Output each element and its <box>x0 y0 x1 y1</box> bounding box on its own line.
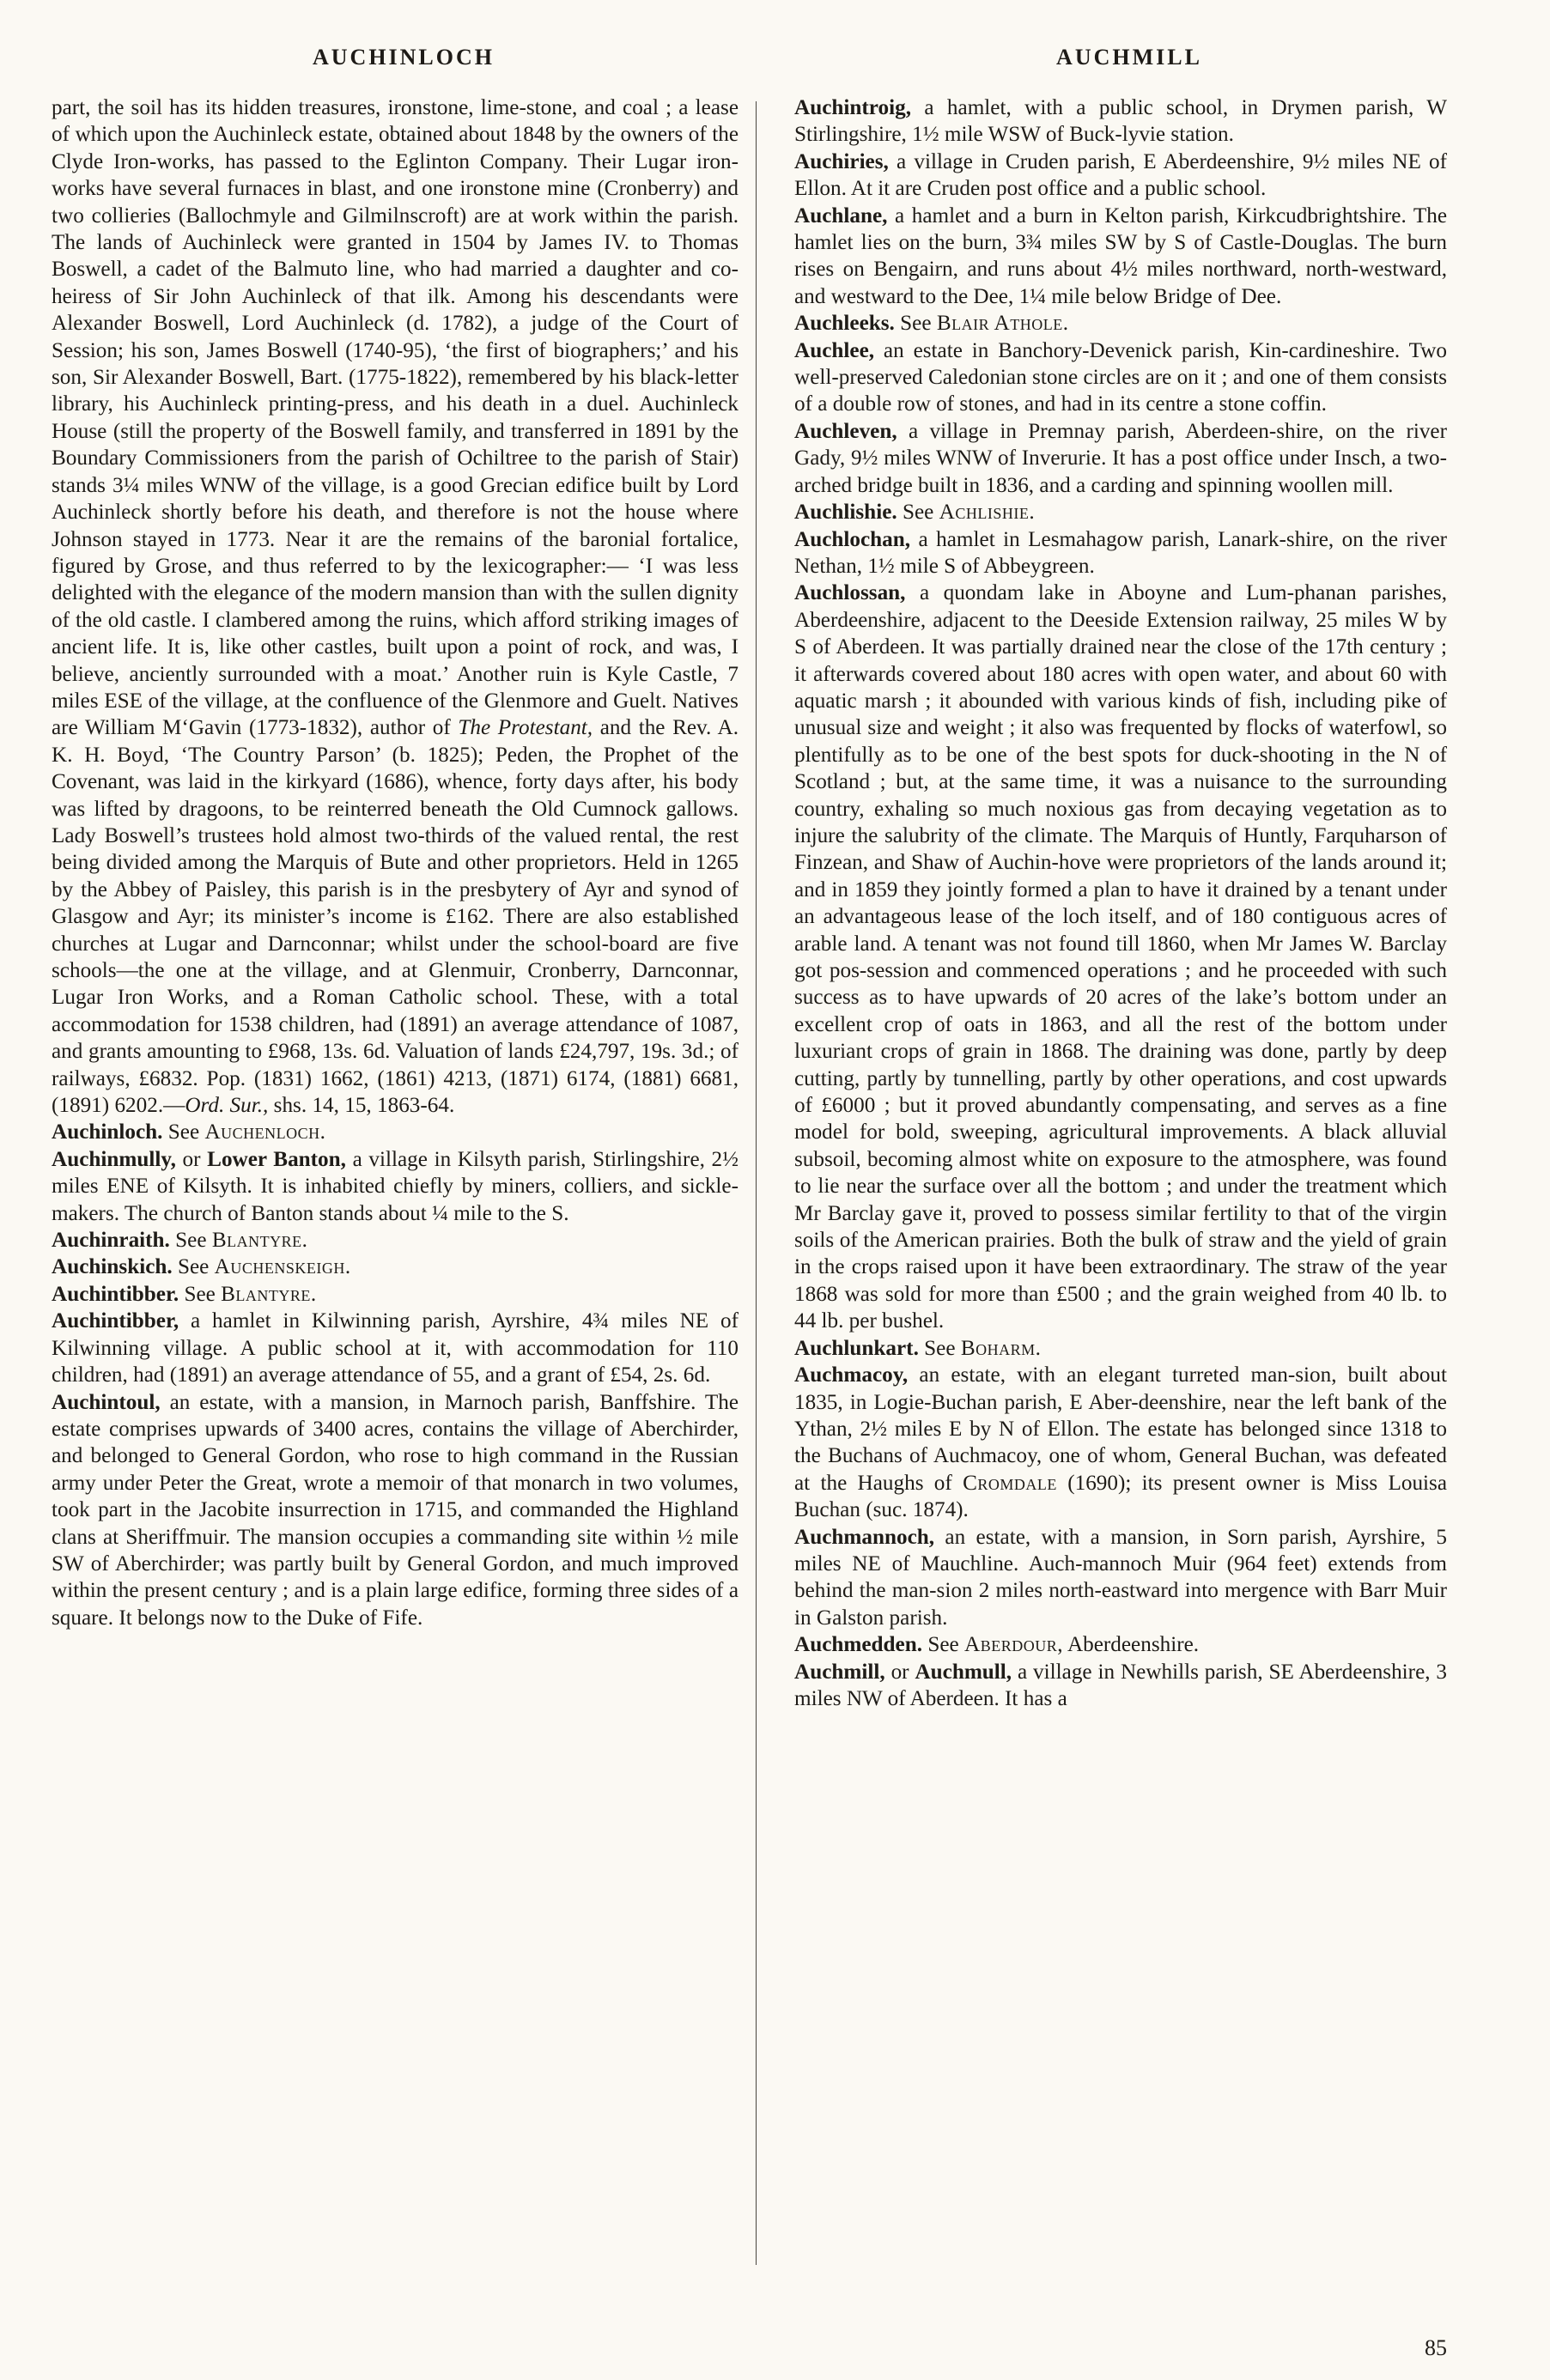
entry-auchlossan: Auchlossan, a quondam lake in Aboyne and Lum-phanan parishes, Aberdeenshire, adjacent to the Deeside Extension railway, 25 miles W by S of Aberdeen. It was partially drained near the close of the 17th century ; it afterwards covered about 180 acres with open water, and about 60 with aquatic marsh ; it abounded with various kinds of fish, including pike of unusual size and weight ; it also was frequented by flocks of waterfowl, so plentifully as to be one of the best spots for duck-shooting in the N of Scotland ; but, at the same time, it was a nuisance to the surrounding country, exhaling so much noxious gas from decaying vegetation as to injure the salubrity of the climate. The Marquis of Huntly, Farquharson of Finzean, and Shaw of Auchin-hove were proprietors of the lands around it; and in 1859 they jointly formed a plan to have it drained by a tenant under an advantageous lease of the loch itself, and of 180 contiguous acres of arable land. A tenant was not found till 1860, when Mr James W. Barclay got pos-session and commenced operations ; and he proceeded with such success as to have upwards of 20 acres of the lake’s bottom under an excellent crop of oats in 1863, and all the rest of the bottom under luxuriant crops of grain in 1868. The draining was done, partly by deep cutting, partly by tunnelling, partly by other operations, and cost upwards of £6000 ; but it proved abundantly compensating, and serves as a fine model for bold, sweeping, agricultural improvements. A black alluvial subsoil, becoming almost white on exposure to the atmosphere, was found to lie near the surface over all the bottom ; and under the treatment which Mr Barclay gave it, proved to possess similar fertility to that of the virgin soils of the American prairies. Both the bulk of straw and the yield of grain in the crops raised upon it have been extraordinary. The straw of the year 1868 was sold for more than £500 ; and the grain weighed from 40 lb. to 44 lb. per bushel. <box>794 581 1447 1333</box>
column-divider <box>756 101 757 2265</box>
headword-alt: Lower Banton, <box>207 1147 346 1171</box>
entry-auchmedden: Auchmedden. See Aberdour, Aberdeenshire. <box>794 1633 1200 1657</box>
headword: Auchinskich. <box>52 1255 173 1279</box>
headword: Auchlossan, <box>794 581 906 605</box>
running-head-right: AUCHMILL <box>1056 45 1202 70</box>
entry-auchintoul: Auchintoul, an estate, with a mansion, in Marnoch parish, Banffshire. The estate comprises upwards of 3400 acres, contains the village of Aberchirder, and belonged to General Gordon, who rose to high command in the Russian army under Peter the Great, wrote a memoir of that monarch in two volumes, took part in the Jacobite insurrection in 1715, and commanded the Highland clans at Sheriffmuir. The mansion occupies a commanding site within ½ mile SW of Aberchirder; was partly built by General Gordon, and much improved within the present century ; and is a plain large edifice, forming three sides of a square. It belongs now to the Duke of Fife. <box>52 1390 739 1630</box>
entry-auchiries: Auchiries, a village in Cruden parish, E Aberdeenshire, 9½ miles NE of Ellon. At it are Cruden post office and a public school. <box>794 149 1448 201</box>
paragraph-auchinleck-continued: part, the soil has its hidden treasures, ironstone, lime-stone, and coal ; a lease of which upon the Auchinleck estate, obtained about 1848 by the owners of the Clyde Iron-works, has passed to the Eglinton Company. Their Lugar iron-works have several furnaces in blast, and one ironstone mine (Cronberry) and two collieries (Ballochmyle and Gilmilnscroft) are at work within the parish. The lands of Auchinleck were granted in 1504 by James IV. to Thomas Boswell, a cadet of the Balmuto line, who had married a daughter and co-heiress of Sir John Auchinleck of that ilk. Among his descendants were Alexander Boswell, Lord Auchinleck (d. 1782), a judge of the Court of Session; his son, James Boswell (1740-95), ‘the first of biographers;’ and his son, Sir Alexander Boswell, Bart. (1775-1822), remembered by his black-letter library, his Auchinleck printing-press, and his death in a duel. Auchinleck House (still the property of the Boswell family, and transferred in 1891 by the Boundary Commissioners from the parish of Ochiltree to the parish of Stair) stands 3¼ miles WNW of the village, is a good Grecian edifice built by Lord Auchinleck shortly before his death, and therefore is not the house where Johnson stayed in 1773. Near it are the remains of the baronial fortalice, figured by Grose, and thus referred to by the lexicographer:— ‘I was less delighted with the elegance of the modern mansion than with the sullen dignity of the old castle. I clambered among the ruins, which afford striking images of ancient life. It is, like other castles, built upon a point of rock, and was, I believe, anciently surrounded with a moat.’ Another ruin is Kyle Castle, 7 miles ESE of the village, at the confluence of the Glenmore and Guelt. Natives are William M‘Gavin (1773-1832), author of The Protestant, and the Rev. A. K. H. Boyd, ‘The Country Parson’ (b. 1825); Peden, the Prophet of the Covenant, was laid in the kirkyard (1686), whence, forty days after, his body was lifted by dragoons, to be reinterred beneath the Old Cumnock gallows. Lady Boswell’s trustees hold almost two-thirds of the valued rental, the rest being divided among the Marquis of Bute and other proprietors. Held in 1265 by the Abbey of Paisley, this parish is in the presbytery of Ayr and synod of Glasgow and Ayr; its minister’s income is £162. There are also established churches at Lugar and Darnconnar; whilst under the school-board are five schools—the one at the village, and at Glenmuir, Cronberry, Darnconnar, Lugar Iron Works, and a Roman Catholic school. These, with a total accommodation for 1538 children, had (1891) an average attendance of 1087, and grants amounting to £968, 13s. 6d. Valuation of lands £24,797, 19s. 3d.; of railways, £6832. Pop. (1831) 1662, (1861) 4213, (1871) 6174, (1881) 6681, (1891) 6202.—Ord. Sur., shs. 14, 15, 1863-64. <box>52 96 739 1118</box>
headword: Auchintibber, <box>52 1309 179 1333</box>
entry-auchlane: Auchlane, a hamlet and a burn in Kelton parish, Kirkcudbrightshire. The hamlet lies on the burn, 3¾ miles SW by S of Castle-Douglas. The burn rises on Bengairn, and runs about 4½ miles northward, north-westward, and westward to the Dee, 1¼ mile below Bridge of Dee. <box>794 203 1448 308</box>
left-column <box>52 94 739 1631</box>
headword: Auchinraith. <box>52 1229 170 1253</box>
headword: Auchleeks. <box>794 312 895 336</box>
entry-auchintroig: Auchintroig, a hamlet, with a public school, in Drymen parish, W Stirlingshire, 1½ mile WSW of Buck-lyvie station. <box>794 96 1447 147</box>
entry-auchinmully: Auchinmully, or Lower Banton, a village in Kilsyth parish, Stirlingshire, 2½ miles ENE of Kilsyth. It is inhabited chiefly by miners, colliers, and sickle-makers. The church of Banton stands about ¼ mile to the S. <box>52 1147 739 1225</box>
headword: Auchlochan, <box>794 527 911 551</box>
entry-auchmacoy: Auchmacoy, an estate, with an elegant turreted man-sion, built about 1835, in Logie-Buchan parish, E Aber-deenshire, near the left bank of the Ythan, 2½ miles E by N of Ellon. The estate has belonged since 1318 to the Buchans of Auchmacoy, one of whom, General Buchan, was defeated at the Haughs of Cromdale (1690); its present owner is Miss Louisa Buchan (suc. 1874). <box>794 1363 1448 1522</box>
entry-auchinloch: Auchinloch. See Auchenloch. <box>52 1120 326 1144</box>
entry-auchlee: Auchlee, an estate in Banchory-Devenick parish, Kin-cardineshire. Two well-preserved Caledonian stone circles are on it ; and one of them consists of a double row of stones, and had in its centre a stone coffin. <box>794 338 1447 416</box>
entry-auchleven: Auchleven, a village in Premnay parish, Aberdeen-shire, on the river Gady, 9½ miles WNW of Inverurie. It has a post office under Insch, a two-arched bridge built in 1836, and a carding and spinning woollen mill. <box>794 419 1448 497</box>
entry-auchinskich: Auchinskich. See Auchenskeigh. <box>52 1255 351 1279</box>
right-column <box>794 94 1447 1712</box>
cross-reference: Achlishie. <box>939 501 1036 525</box>
cross-reference: Aberdour, <box>964 1633 1064 1657</box>
entry-auchmannoch: Auchmannoch, an estate, with a mansion, in Sorn parish, Ayrshire, 5 miles NE of Mauchline. Auch-mannoch Muir (964 feet) extends from behind the man-sion 2 miles north-eastward into mergence with Barr Muir in Galston parish. <box>794 1525 1448 1630</box>
entry-auchlochan: Auchlochan, a hamlet in Lesmahagow parish, Lanark-shire, on the river Nethan, 1½ mile S of Abbeygreen. <box>794 527 1448 578</box>
headword: Auchmedden. <box>794 1633 923 1657</box>
running-head-left: AUCHINLOCH <box>312 45 495 70</box>
entry-auchintibber-ref: Auchintibber. See Blantyre. <box>52 1282 317 1306</box>
headword: Auchintroig, <box>794 96 911 119</box>
headword: Auchmannoch, <box>794 1525 935 1549</box>
cross-reference: Boharm. <box>960 1336 1042 1360</box>
headword: Auchintoul, <box>52 1390 161 1414</box>
entry-auchleeks: Auchleeks. See Blair Athole. <box>794 312 1069 336</box>
headword: Auchmacoy, <box>794 1363 909 1387</box>
headword: Auchintibber. <box>52 1282 179 1306</box>
headword: Auchinmully, <box>52 1147 176 1171</box>
headword: Auchinloch. <box>52 1120 163 1144</box>
cross-reference: Blantyre. <box>221 1282 317 1306</box>
cross-reference: Blair Athole. <box>936 312 1069 336</box>
cross-reference: Blantyre. <box>211 1229 308 1253</box>
headword-alt: Auchmull, <box>915 1660 1012 1684</box>
page-number: 85 <box>1425 2335 1447 2360</box>
headword: Auchleven, <box>794 419 897 443</box>
cross-reference: Auchenloch. <box>204 1120 326 1144</box>
headword: Auchlunkart. <box>794 1336 919 1360</box>
cross-reference: Auchenskeigh. <box>214 1255 351 1279</box>
entry-auchlishie: Auchlishie. See Achlishie. <box>794 501 1036 525</box>
entry-auchintibber: Auchintibber, a hamlet in Kilwinning parish, Ayrshire, 4¾ miles NE of Kilwinning village. A public school at it, with accommodation for 110 children, had (1891) an average attendance of 55, and a grant of £54, 2s. 6d. <box>52 1309 739 1387</box>
headword: Auchlane, <box>794 203 888 228</box>
headword: Auchlishie. <box>794 501 897 525</box>
entry-auchmill: Auchmill, or Auchmull, a village in Newhills parish, SE Aberdeenshire, 3 miles NW of Aberdeen. It has a <box>794 1660 1448 1710</box>
headword: Auchmill, <box>794 1660 885 1684</box>
headword: Auchiries, <box>794 149 889 173</box>
entry-auchinraith: Auchinraith. See Blantyre. <box>52 1229 308 1253</box>
headword: Auchlee, <box>794 338 875 362</box>
cross-reference: Cromdale <box>963 1471 1057 1495</box>
entry-auchlunkart: Auchlunkart. See Boharm. <box>794 1336 1042 1360</box>
